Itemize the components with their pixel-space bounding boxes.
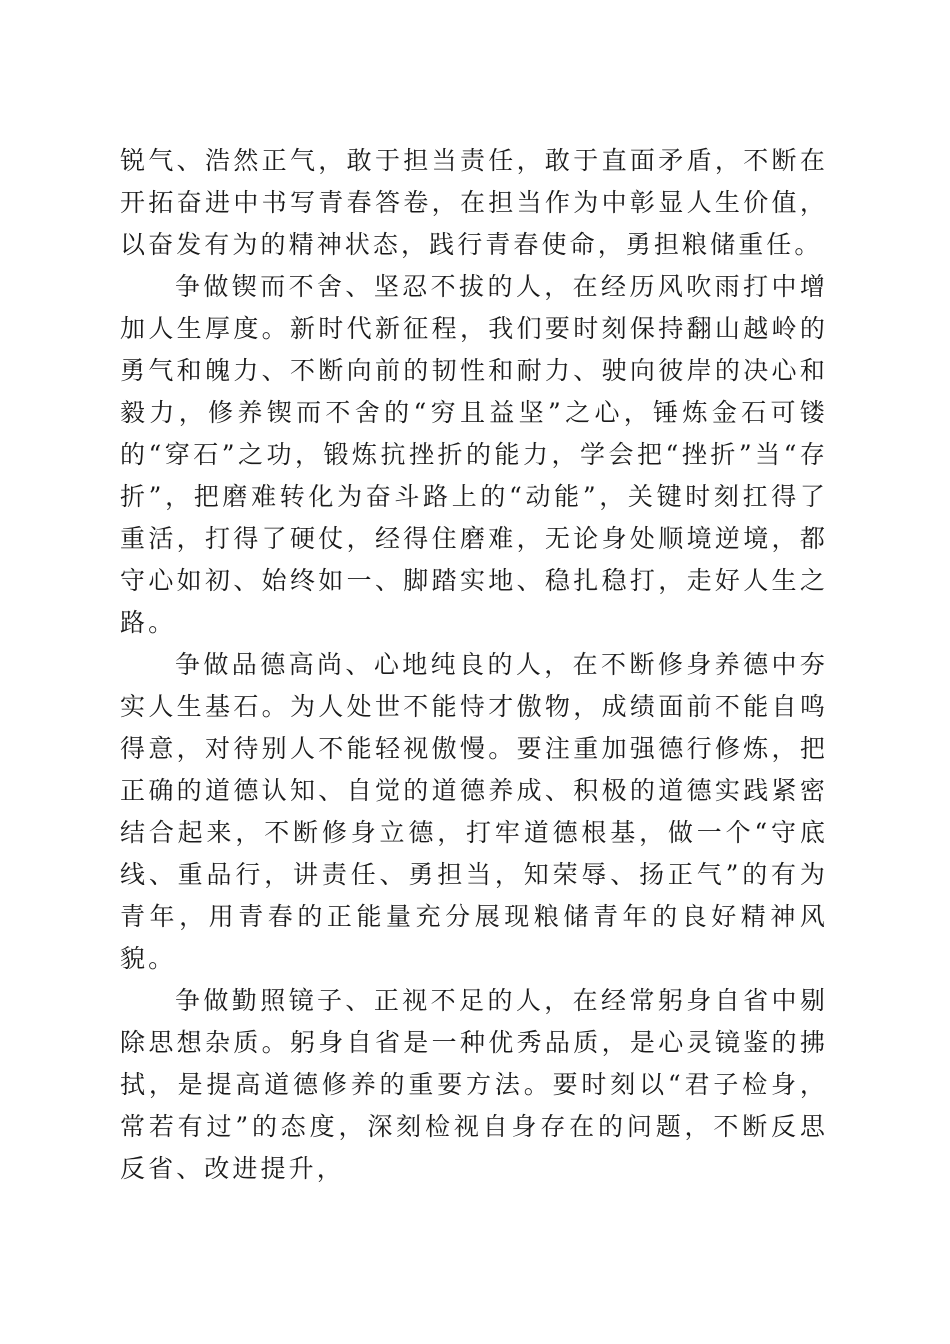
- paragraph-perseverance: 争做锲而不舍、坚忍不拔的人，在经历风吹雨打中增加人生厚度。新时代新征程，我们要时刻保持翻山越岭的勇气和魄力、不断向前的韧性和耐力、驶向彼岸的决心和毅力，修养锲而不舍的“穷且益坚”之心，锤炼金石可镂的“穿石”之功，锻炼抗挫折的能力，学会把“挫折”当“存折”，把磨难转化为奋斗路上的“动能”，关键时刻扛得了重活，打得了硬仗，经得住磨难，无论身处顺境逆境，都守心如初、始终如一、脚踏实地、稳扎稳打，走好人生之路。: [120, 272, 828, 637]
- document-body: [120, 140, 828, 1190]
- paragraph-continued: 锐气、浩然正气，敢于担当责任，敢于直面矛盾，不断在开拓奋进中书写青春答卷，在担当作为中彰显人生价值，以奋发有为的精神状态，践行青春使命，勇担粮储重任。: [120, 146, 828, 259]
- paragraph-self-reflection: 争做勤照镜子、正视不足的人，在经常躬身自省中剔除思想杂质。躬身自省是一种优秀品质，是心灵镜鉴的拂拭，是提高道德修养的重要方法。要时刻以“君子检身，常若有过”的态度，深刻检视自身存在的问题，不断反思反省、改进提升，: [120, 986, 828, 1183]
- paragraph-moral-character: 争做品德高尚、心地纯良的人，在不断修身养德中夯实人生基石。为人处世不能恃才傲物，成绩面前不能自鸣得意，对待别人不能轻视傲慢。要注重加强德行修炼，把正确的道德认知、自觉的道德养成、积极的道德实践紧密结合起来，不断修身立德，打牢道德根基，做一个“守底线、重品行，讲责任、勇担当，知荣辱、扬正气”的有为青年，用青春的正能量充分展现粮储青年的良好精神风貌。: [120, 650, 828, 973]
